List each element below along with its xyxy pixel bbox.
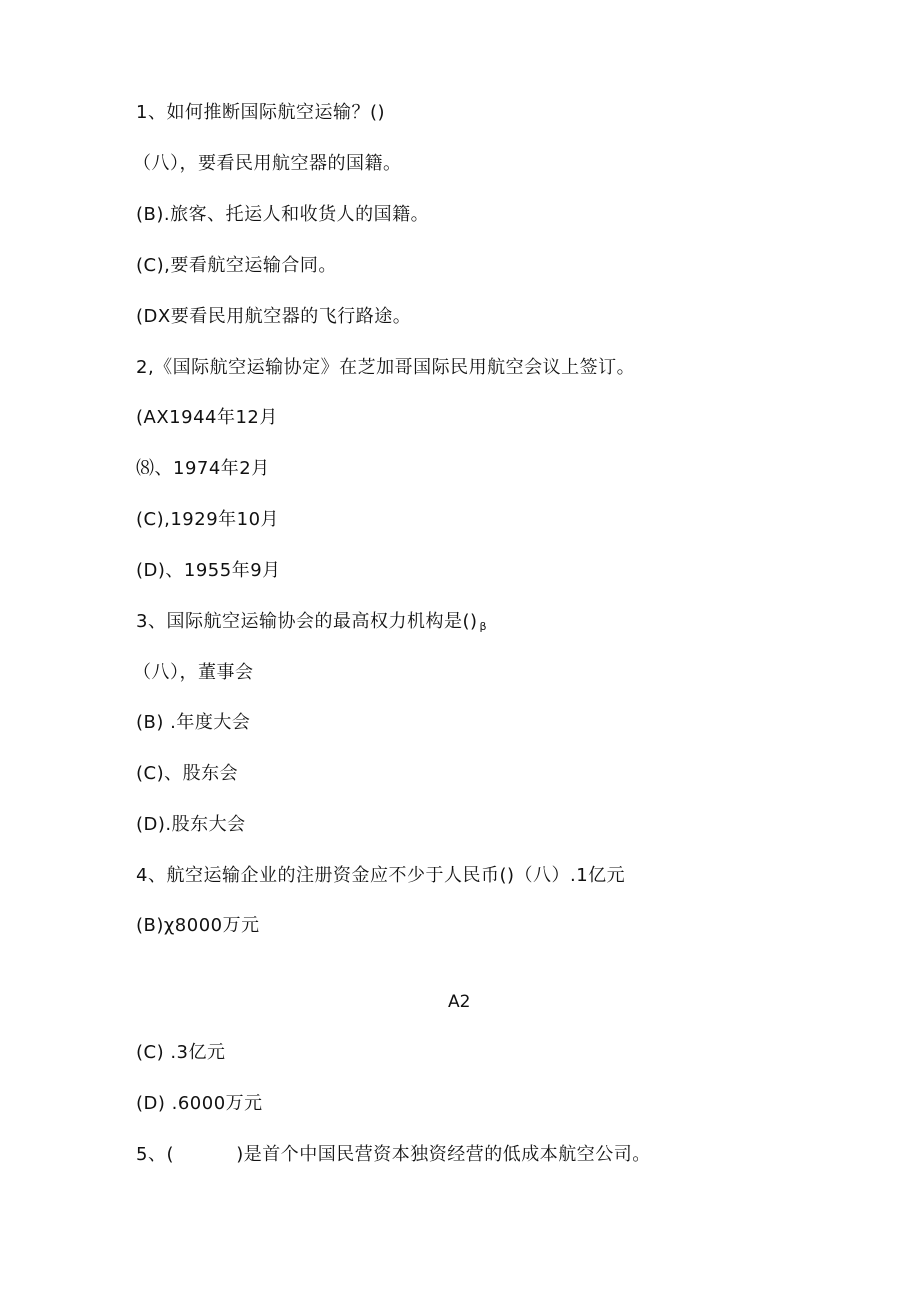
question-3-text: 3、国际航空运输协会的最高权力机构是() bbox=[136, 611, 478, 632]
question-2-option-b: ⑻、1974年2月 bbox=[136, 458, 270, 479]
question-3-option-b: (B) .年度大会 bbox=[136, 712, 251, 733]
question-1-option-d: (DX要看民用航空器的飞行路途。 bbox=[136, 306, 412, 327]
question-2-option-a: (AX1944年12月 bbox=[136, 407, 278, 428]
question-3-option-a: （八），董事会 bbox=[133, 662, 254, 683]
question-3-option-c: (C)、股东会 bbox=[136, 763, 239, 784]
question-4: 4、航空运输企业的注册资金应不少于人民币()（八）.1亿元 bbox=[136, 865, 626, 886]
question-2-option-c: (C),1929年10月 bbox=[136, 509, 280, 530]
page-number: A2 bbox=[448, 992, 471, 1012]
question-1-option-c: (C),要看航空运输合同。 bbox=[136, 255, 337, 276]
question-3-option-d: (D).股东大会 bbox=[136, 814, 246, 835]
question-4-option-d: (D) .6000万元 bbox=[136, 1093, 263, 1114]
question-5: 5、( )是首个中国民营资本独资经营的低成本航空公司。 bbox=[136, 1144, 651, 1165]
question-4-option-b: (B)χ8000万元 bbox=[136, 915, 260, 936]
question-3 bbox=[136, 610, 487, 639]
question-1: 1、如何推断国际航空运输？() bbox=[136, 102, 385, 123]
question-4-option-c: (C) .3亿元 bbox=[136, 1042, 226, 1063]
question-1-option-b: (B).旅客、托运人和收货人的国籍。 bbox=[136, 204, 430, 225]
question-3-stray-mark: β bbox=[479, 620, 488, 633]
question-2-option-d: (D)、1955年9月 bbox=[136, 560, 281, 581]
question-1-option-a: （八），要看民用航空器的国籍。 bbox=[133, 153, 402, 174]
question-2: 2,《国际航空运输协定》在芝加哥国际民用航空会议上签订。 bbox=[136, 357, 636, 378]
